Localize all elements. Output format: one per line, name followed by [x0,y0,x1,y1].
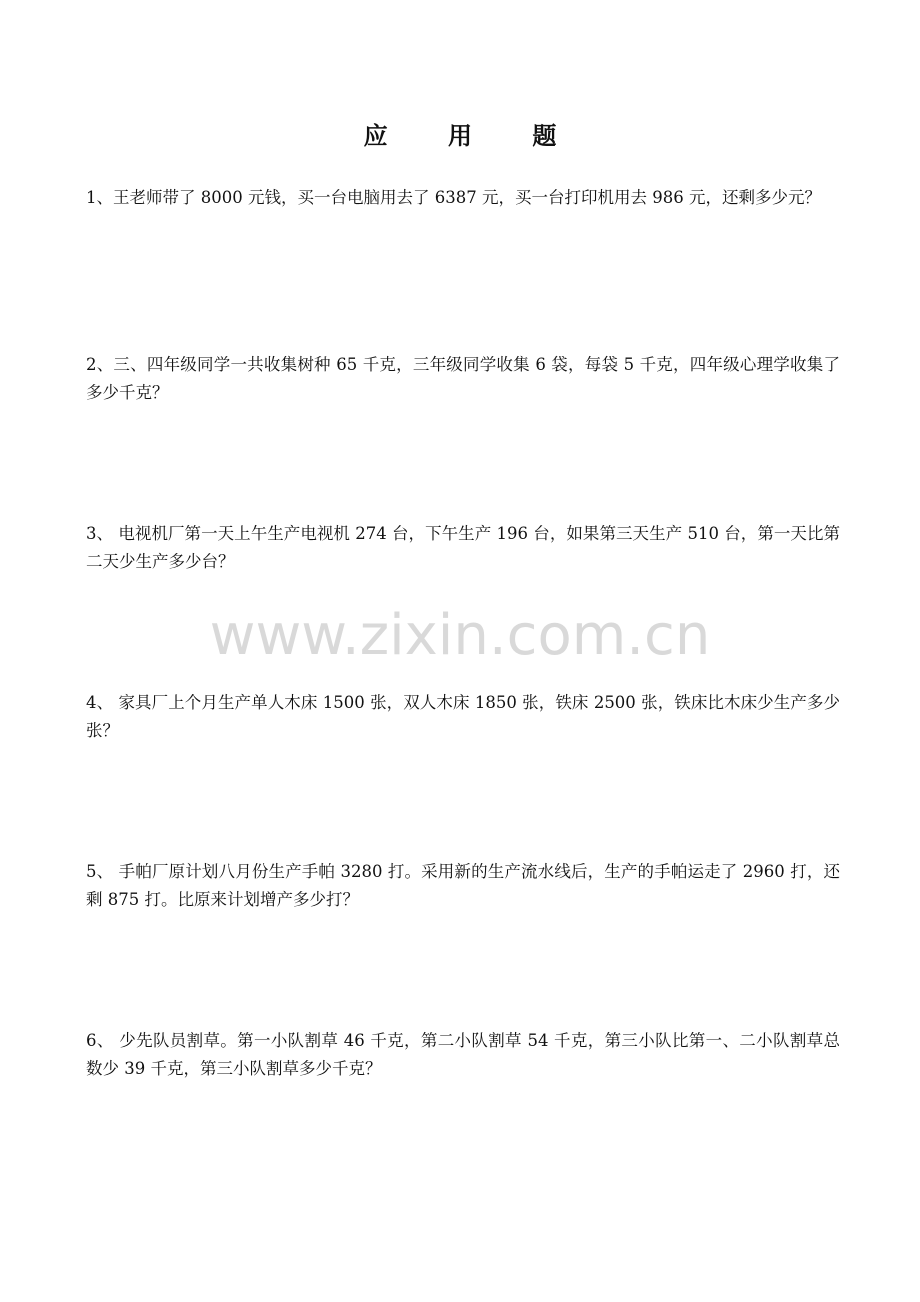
question-5: 5、 手帕厂原计划八月份生产手帕 3280 打。采用新的生产流水线后，生产的手帕运走了 2960 打，还剩 875 打。比原来计划增产多少打？ [86,862,840,909]
question-3: 3、 电视机厂第一天上午生产电视机 274 台，下午生产 196 台，如果第三天生产 510 台，第一天比第二天少生产多少台？ [86,524,840,571]
question-1: 1、王老师带了 8000 元钱，买一台电脑用去了 6387 元，买一台打印机用去 986 元，还剩多少元？ [86,188,821,207]
question-4: 4、 家具厂上个月生产单人木床 1500 张，双人木床 1850 张，铁床 2500 张，铁床比木床少生产多少张？ [86,693,840,740]
question-6: 6、 少先队员割草。第一小队割草 46 千克，第二小队割草 54 千克，第三小队比第一、二小队割草总数少 39 千克，第三小队割草多少千克？ [86,1031,840,1078]
question-2: 2、三、四年级同学一共收集树种 65 千克，三年级同学收集 6 袋，每袋 5 千克，四年级心理学收集了多少千克？ [86,355,840,402]
page-title: 应 用 题 [363,121,583,150]
watermark: www.zixin.com.cn [209,603,711,668]
